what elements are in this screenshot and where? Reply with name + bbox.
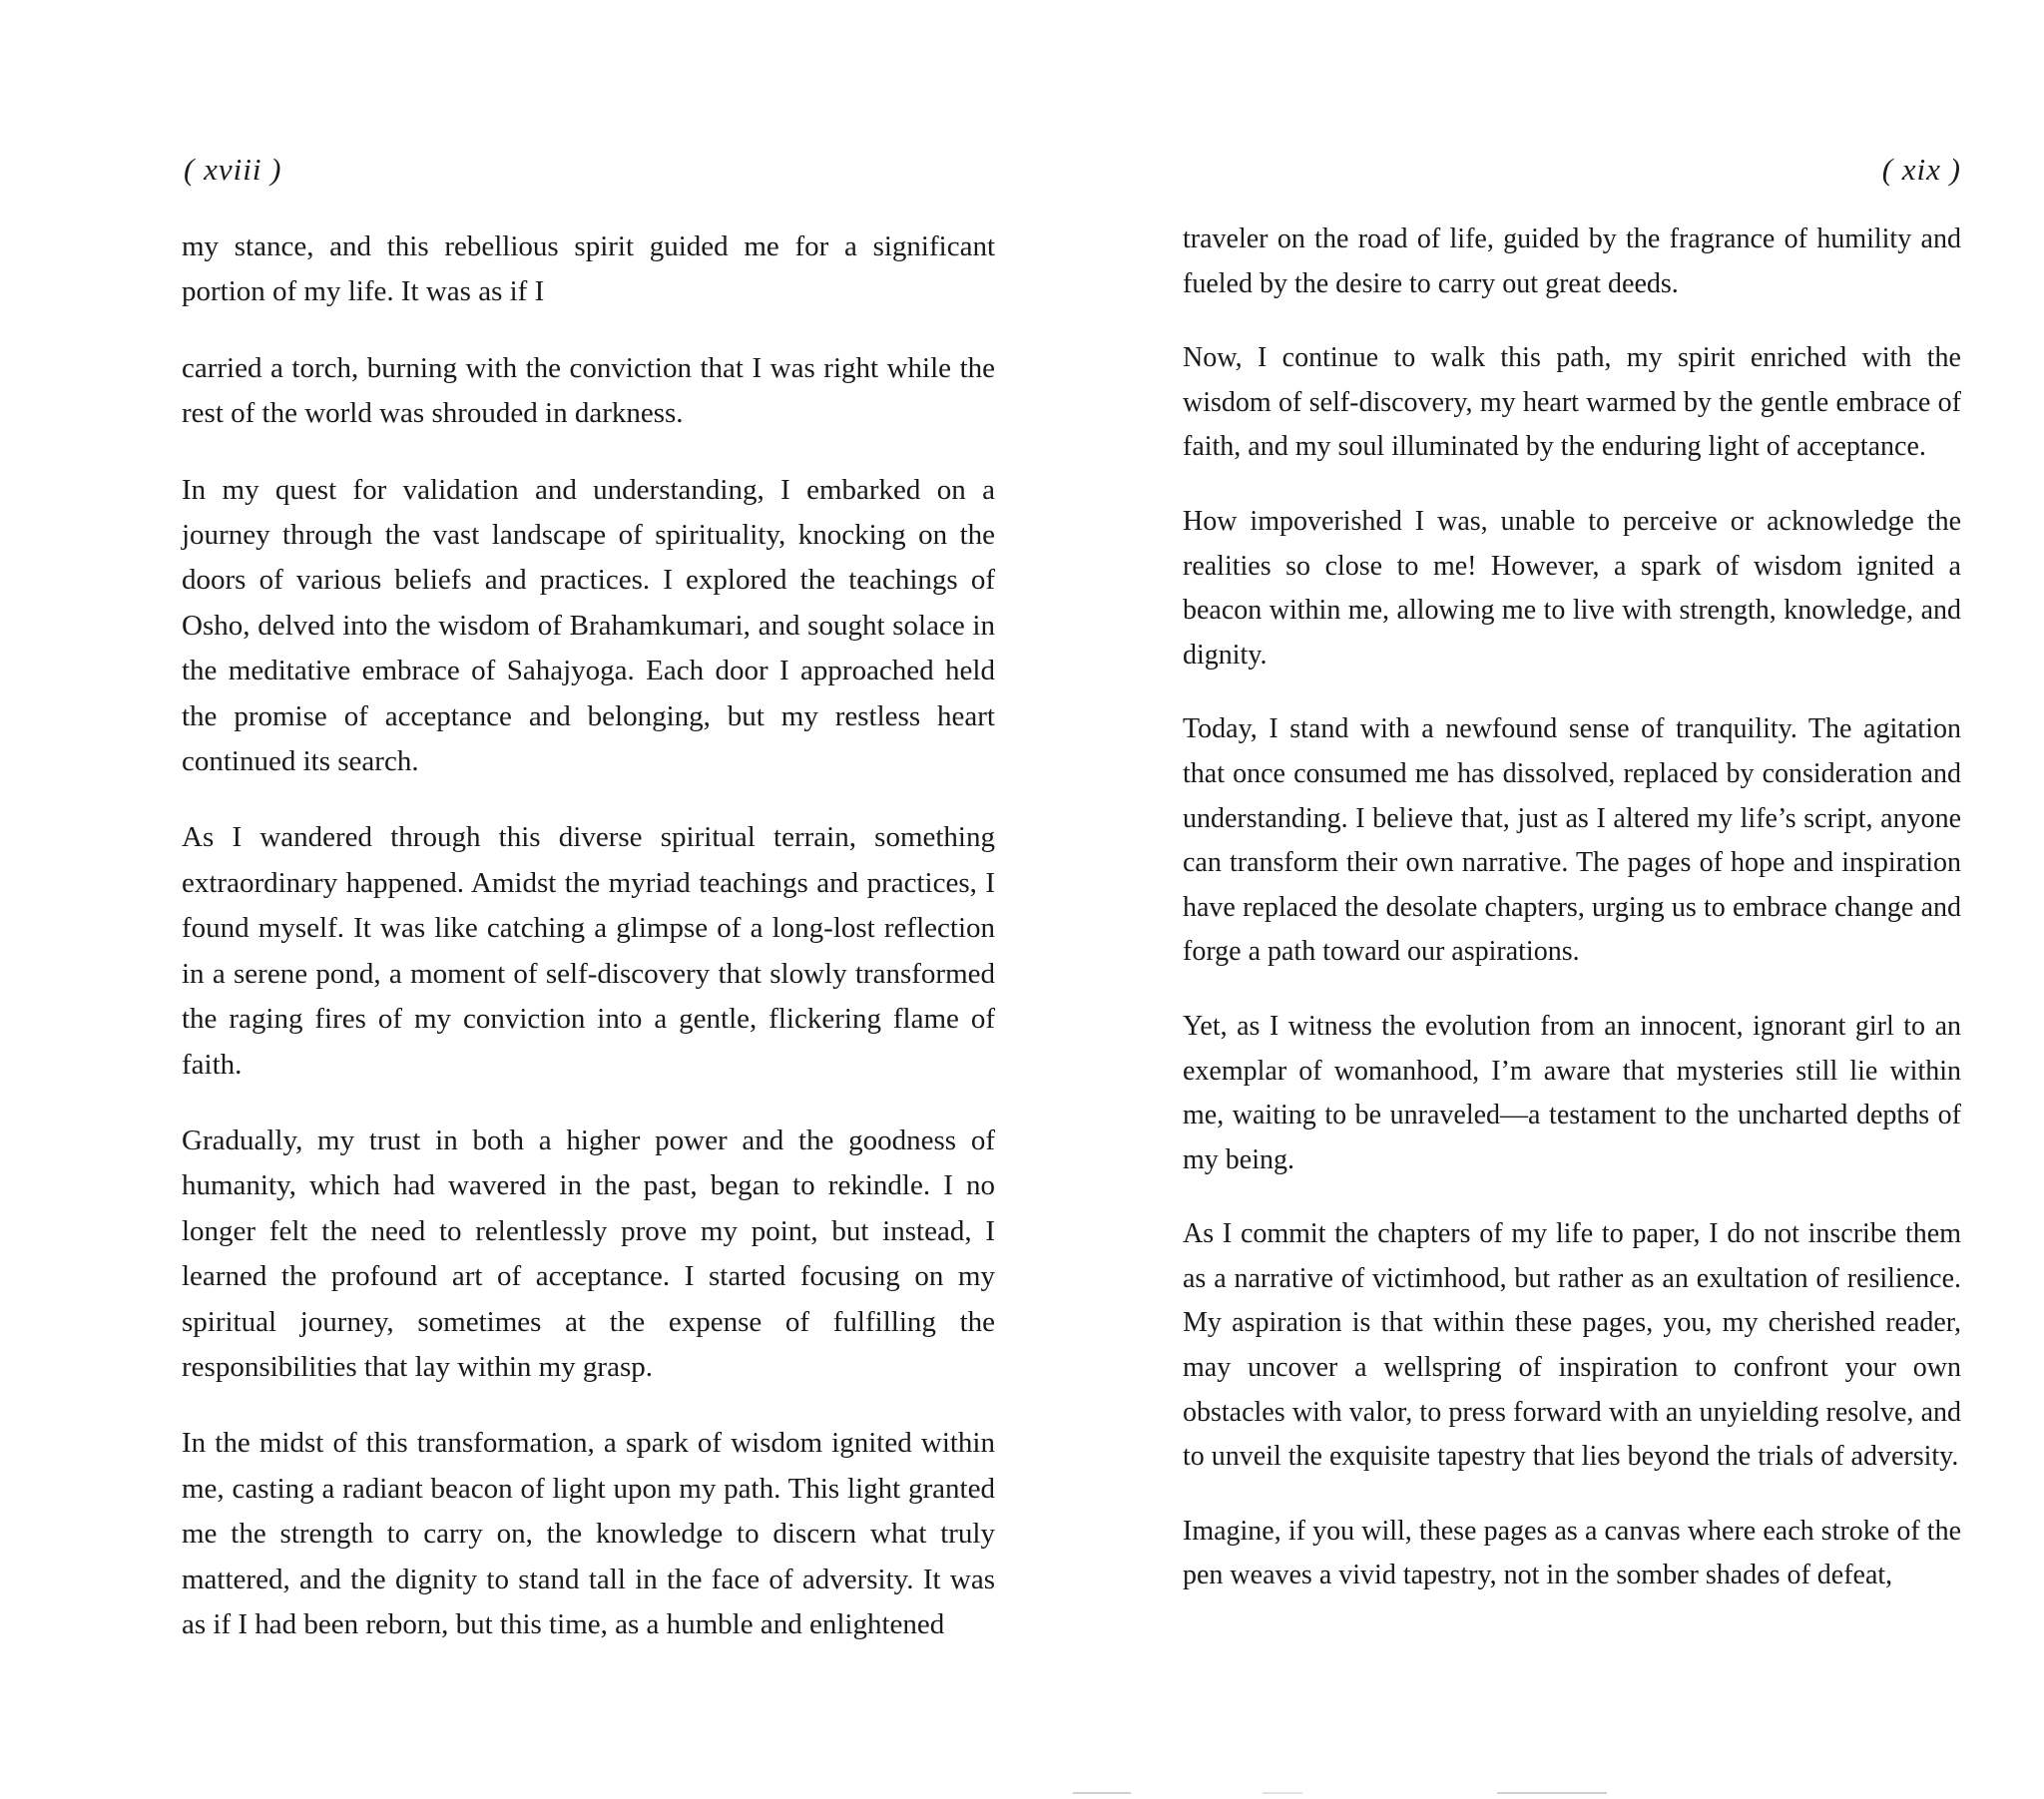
- right-paragraph-5: Yet, as I witness the evolution from an innocent, ignorant girl to an exemplar of womanhood, I’m aware that mysteries still lie within me, waiting to be unraveled—a testament to the uncharted depths of my being.: [1183, 1010, 1961, 1175]
- left-paragraph-6: In the midst of this transformation, a spark of wisdom ignited within me, casting a radiant beacon of light upon my path. This light granted me the strength to carry on, the knowledge to discern what truly mattered, and the dignity to stand tall in the face of adversity. It was as if I had been reborn, but this time, as a humble and enlightened: [182, 1427, 995, 1640]
- right-paragraph-7: Imagine, if you will, these pages as a canvas where each stroke of the pen weaves a vivid tapestry, not in the somber shades of defeat,: [1183, 1515, 1961, 1591]
- scan-artifact: [1497, 1792, 1607, 1794]
- scan-artifact: [1073, 1792, 1131, 1794]
- right-paragraph-6: As I commit the chapters of my life to paper, I do not inscribe them as a narrative of victimhood, but rather as an exultation of resilience. My aspiration is that within these pages, you, my cherished reader, may uncover a wellspring of inspiration to confront your own obstacles with valor, to press forward with an unyielding resolve, and to unveil the exquisite tapestry that lies beyond the trials of adversity.: [1183, 1218, 1961, 1473]
- left-page-body: [182, 225, 995, 1678]
- right-page-number: ( xix ): [1881, 152, 1961, 187]
- right-page: [1183, 0, 1961, 1799]
- left-paragraph-3: In my quest for validation and understanding, I embarked on a journey through the vast landscape of spirituality, knocking on the doors of various beliefs and practices. I explored the teachings of Osho, delved into the wisdom of Brahamkumari, and sought solace in the meditative embrace of Sahajyoga. Each door I approached held the promise of acceptance and belonging, but my restless heart continued its search.: [182, 473, 995, 778]
- left-paragraph-2: carried a torch, burning with the conviction that I was right while the rest of the world was shrouded in darkness.: [182, 351, 995, 430]
- right-paragraph-1: traveler on the road of life, guided by the fragrance of humility and fueled by the desire to carry out great deeds.: [1183, 224, 1961, 299]
- left-page: [182, 0, 995, 1799]
- right-paragraph-3: How impoverished I was, unable to perceive or acknowledge the realities so close to me! However, a spark of wisdom ignited a beacon within me, allowing me to live with strength, knowledge, and dignity.: [1183, 505, 1961, 671]
- right-paragraph-4: Today, I stand with a newfound sense of tranquility. The agitation that once consumed me has dissolved, replaced by consideration and understanding. I believe that, just as I altered my life’s script, anyone can transform their own narrative. The pages of hope and inspiration have replaced the desolate chapters, urging us to embrace change and forge a path toward our aspirations.: [1183, 713, 1961, 968]
- left-page-number: ( xviii ): [184, 152, 282, 187]
- left-paragraph-1: my stance, and this rebellious spirit guided me for a significant portion of my life. It was as if I: [182, 230, 995, 308]
- right-paragraph-2: Now, I continue to walk this path, my spirit enriched with the wisdom of self-discovery, my heart warmed by the gentle embrace of faith, and my soul illuminated by the enduring light of acceptance.: [1183, 342, 1961, 463]
- left-paragraph-4: As I wandered through this diverse spiritual terrain, something extraordinary happened. Amidst the myriad teachings and practices, I found myself. It was like catching a glimpse of a long-lost reflection in a serene pond, a moment of self-discovery that slowly transformed the raging fires of my conviction into a gentle, flickering flame of faith.: [182, 821, 995, 1081]
- scan-artifact: [1263, 1792, 1302, 1794]
- left-paragraph-5: Gradually, my trust in both a higher power and the goodness of humanity, which had wavered in the past, began to rekindle. I no longer felt the need to relentlessly prove my point, but instead, I learned the profound art of acceptance. I started focusing on my spiritual journey, sometimes at the expense of fulfilling the responsibilities that lay within my grasp.: [182, 1124, 995, 1383]
- right-page-body: [1183, 218, 1961, 1628]
